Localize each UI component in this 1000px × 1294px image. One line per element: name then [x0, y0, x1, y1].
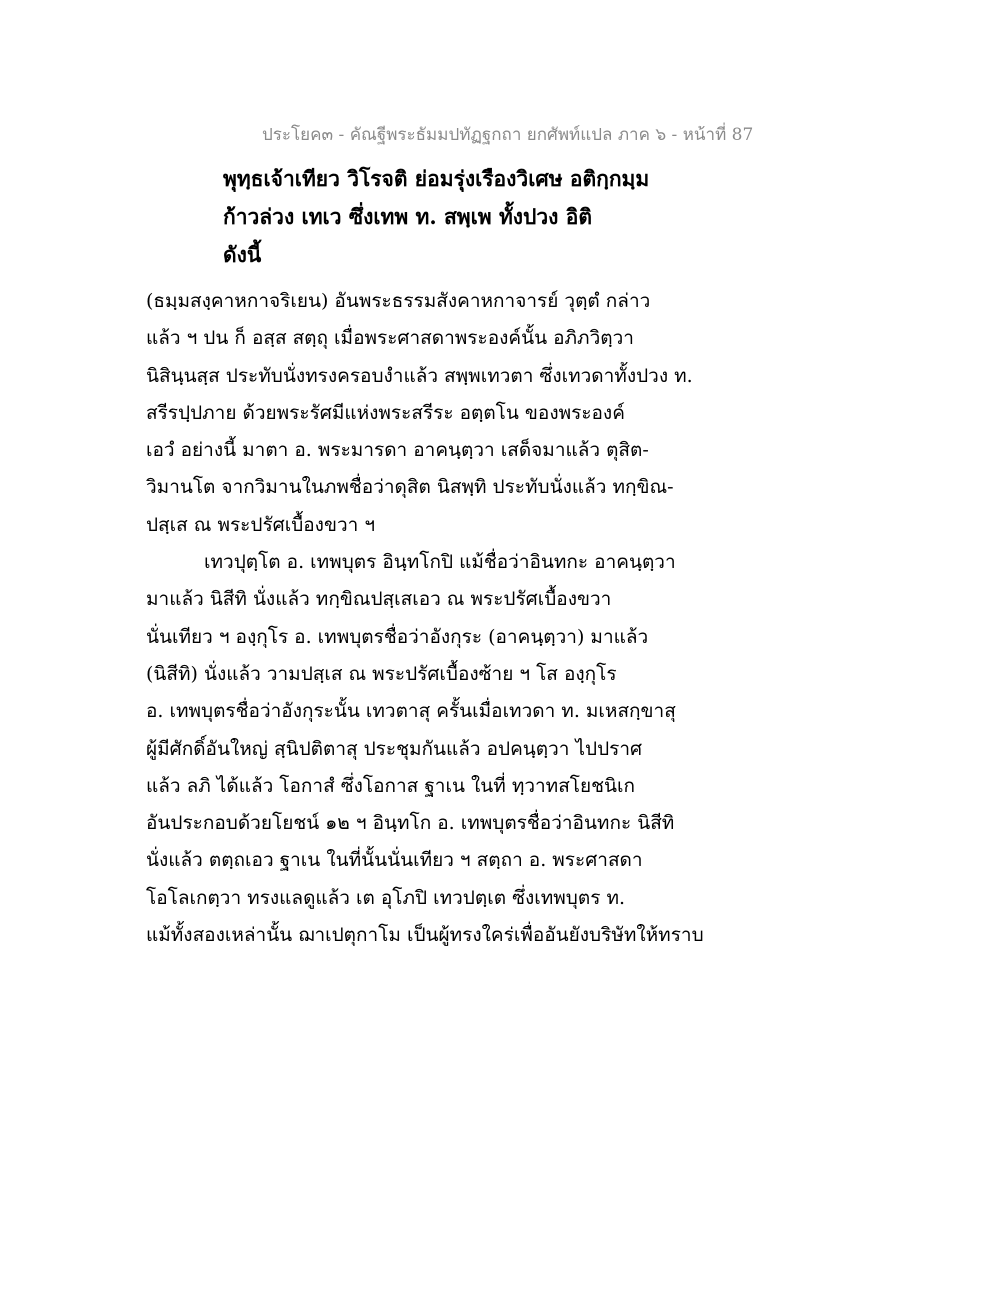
text-line: แม้ทั้งสองเหล่านั้น ฌาเปตุกาโม เป็นผู้ทรงใคร่เพื่ออันยังบริษัทให้ทราบ	[146, 924, 704, 947]
body-text	[146, 283, 726, 954]
text-line: นิสินฺนสฺส ประทับนั่งทรงครอบงำแล้ว สพฺพเทวตา ซึ่งเทวดาทั้งปวง ท.	[146, 364, 693, 387]
text-line: สรีรปฺปภาย ด้วยพระรัศมีแห่งพระสรีระ อตฺตโน ของพระองค์	[146, 401, 625, 424]
text-line: (ธมฺมสงฺคาหกาจริเยน) อันพระธรรมสังคาหกาจารย์ วุตฺตํ กล่าว	[146, 290, 651, 312]
text-line: เอวํ อย่างนี้ มาตา อ. พระมารดา อาคนฺตฺวา เสด็จมาแล้ว ตุสิต-	[146, 439, 649, 462]
text-line-indented: เทวปุตฺโต อ. เทพบุตร อินฺทโกปิ แม้ชื่อว่าอินทกะ อาคนฺตฺวา	[204, 551, 676, 574]
text-line: ปสฺเส ณ พระปรัศเบื้องขวา ฯ	[146, 513, 375, 536]
verse-block	[223, 160, 743, 274]
verse-line: ดังนี้	[223, 242, 262, 267]
text-line: แล้ว ฯ ปน ก็ อสฺส สตฺถุ เมื่อพระศาสดาพระองค์นั้น อภิภวิตฺวา	[146, 327, 634, 350]
text-line: อันประกอบด้วยโยชน์ ๑๒ ฯ อินฺทโก อ. เทพบุตรชื่อว่าอินทกะ นิสีทิ	[146, 812, 675, 835]
verse-line: ก้าวล่วง เทเว ซึ่งเทพ ท. สพฺเพ ทั้งปวง อิติ	[223, 204, 592, 229]
verse-line: พุทฺธเจ้าเทียว วิโรจติ ย่อมรุ่งเรืองวิเศษ อติกฺกมฺม	[223, 166, 650, 191]
text-line: ผู้มีศักดิ์อันใหญ่ สฺนิปติตาสุ ประชุมกันแล้ว อปคนฺตฺวา ไปปราศ	[146, 737, 643, 760]
text-line: วิมานโต จากวิมานในภพชื่อว่าดุสิต นิสพฺทิ ประทับนั่งแล้ว ทกฺขิณ-	[146, 476, 674, 499]
running-header: ประโยค๓ - คัณฐีพระธัมมปทัฏฐกถา ยกศัพท์แปล ภาค ๖ - หน้าที่ 87	[262, 125, 754, 145]
text-line: โอโลเกตฺวา ทรงแลดูแล้ว เต อุโภปิ เทวปตฺเต ซึ่งเทพบุตร ท.	[146, 886, 626, 909]
text-line: (นิสีทิ) นั่งแล้ว วามปสฺเส ณ พระปรัศเบื้องซ้าย ฯ โส องฺกุโร	[146, 662, 617, 685]
text-line: มาแล้ว นิสีทิ นั่งแล้ว ทกฺขิณปสฺเสเอว ณ พระปรัศเบื้องขวา	[146, 588, 612, 611]
text-line: นั่นเทียว ฯ องฺกุโร อ. เทพบุตรชื่อว่าอังกุระ (อาคนฺตฺวา) มาแล้ว	[146, 625, 649, 648]
text-line: นั่งแล้ว ตตฺถเอว ฐาเน ในที่นั้นนั่นเทียว ฯ สตฺถา อ. พระศาสดา	[146, 849, 643, 872]
text-line: แล้ว ลภิ ได้แล้ว โอกาสํ ซึ่งโอกาส ฐาเน ในที่ ทฺวาทสโยชนิเก	[146, 774, 636, 797]
text-line: อ. เทพบุตรชื่อว่าอังกุระนั้น เทวตาสุ ครั้นเมื่อเทวดา ท. มเหสกฺขาสุ	[146, 700, 676, 723]
